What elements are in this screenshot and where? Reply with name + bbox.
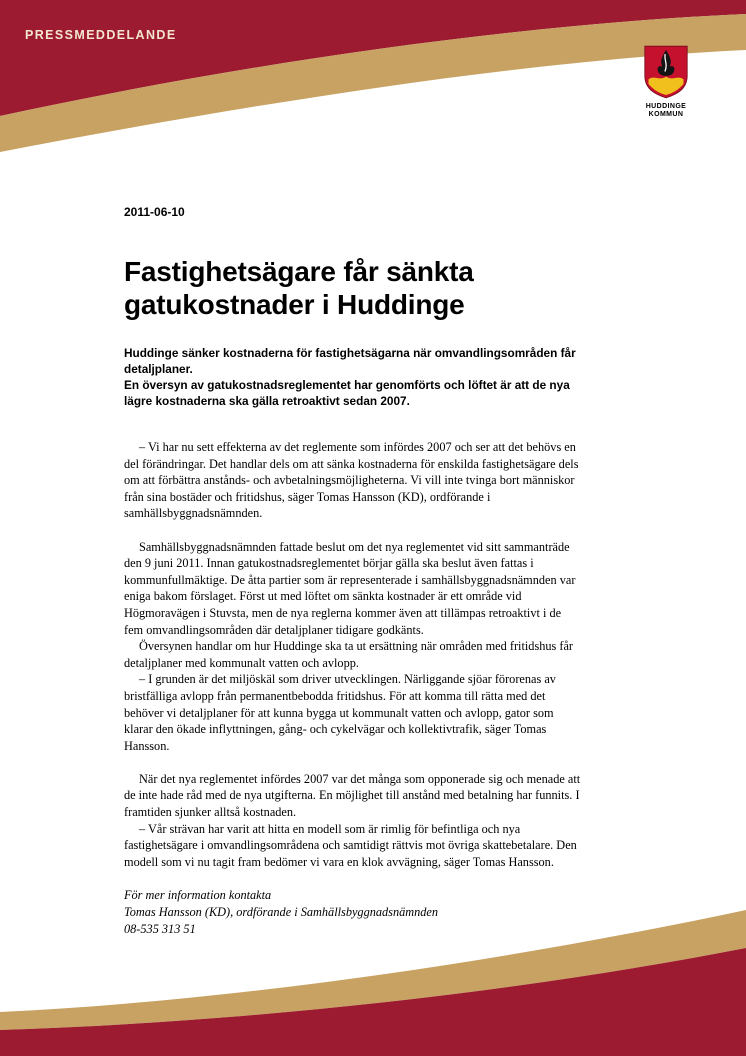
body-paragraph: Översynen handlar om hur Huddinge ska ta ut ersättning när områden med fritidshus får detaljplaner med kommunalt vatten och avlopp. <box>124 639 574 670</box>
body-paragraph: – Vi har nu sett effekterna av det reglemente som infördes 2007 och ser att det behövs en del förändringar. Det handlar dels om att sänka kostnaderna för enskilda fastighetsägare dels om att förbättra anstånds- och avbetalningsmöjligheterna. Vi vill inte tvinga bort människor från sina bostäder och fritidshus, säger Tomas Hansson (KD), ordförande i samhällsbyggnadsnämnden. <box>124 440 579 521</box>
huddinge-crest-icon <box>643 44 689 100</box>
bottom-swoosh-decoration <box>0 896 746 1056</box>
body-paragraph: – Vår strävan har varit att hitta en modell som är rimlig för befintliga och nya fastighetsägare i omvandlingsområdena och samtidigt rättvis mot övriga skattebetalare. Den modell som vi nu tagit fram bedömer vi vara en klok avvägning, säger Tomas Hansson. <box>124 821 577 869</box>
body-paragraphs <box>124 439 582 870</box>
body-paragraph: – I grunden är det miljöskäl som driver utvecklingen. Närliggande sjöar förorenas av bristfälliga avlopp från permanentbebodda fritidshus. För att komma till rätta med det behöver vi detaljplaner för att kunna bygga ut kommunalt vatten och avlopp, gator som klarar den ökade inflyttningen, gång- och cykelvägar och kollektivtrafik, säger Tomas Hansson. <box>124 672 556 753</box>
lead-paragraph: En översyn av gatukostnadsreglementet har genomförts och löftet är att de nya lägre kostnaderna ska gälla retroaktivt sedan 2007. <box>124 378 570 408</box>
kicker-pressmeddelande: PRESSMEDDELANDE <box>25 28 177 42</box>
contact-line: För mer information kontakta <box>124 888 272 903</box>
lead-paragraph: Huddinge sänker kostnaderna för fastighetsägarna när omvandlingsområden får detaljplaner. <box>124 346 576 376</box>
logo-text-line1: HUDDINGE <box>645 103 687 110</box>
logo-text <box>641 103 691 119</box>
contact-line: Tomas Hansson (KD), ordförande i Samhällsbyggnadsnämnden <box>124 905 439 920</box>
logo-text-line2: KOMMUN <box>648 111 684 118</box>
body-paragraph: Samhällsbyggnadsnämnden fattade beslut om det nya reglementet vid sitt sammanträde den 9 juni 2011. Innan gatukostnadsreglementet börjar gälla ska beslut även fattas i kommunfullmäktige. De åtta partier som är representerade i samhällsbyggnadsnämnden var eniga bakom förslaget. Först ut med löftet om sänkta kostnader är ett område vid Högmoravägen i Stuvsta, men de nya reglerna kommer även att tillämpas retroaktivt i de fem omvandlingsområden där detaljplaner tidigare godkänts. <box>124 539 576 637</box>
page-title: Fastighetsägare får sänkta gatukostnader i Huddinge <box>124 256 474 320</box>
top-swoosh-decoration <box>0 0 746 170</box>
huddinge-logo <box>641 44 691 119</box>
contact-line: 08-535 313 51 <box>124 922 196 937</box>
lead-paragraphs <box>124 345 582 409</box>
document-date: 2011-06-10 <box>124 205 185 219</box>
body-paragraph: När det nya reglementet infördes 2007 var det många som opponerade sig och menade att de inte hade råd med de nya utgifterna. En möjlighet till anstånd med betalning har funnits. I framtiden sjunker alltså kostnaden. <box>124 771 581 820</box>
document-content <box>124 205 582 938</box>
